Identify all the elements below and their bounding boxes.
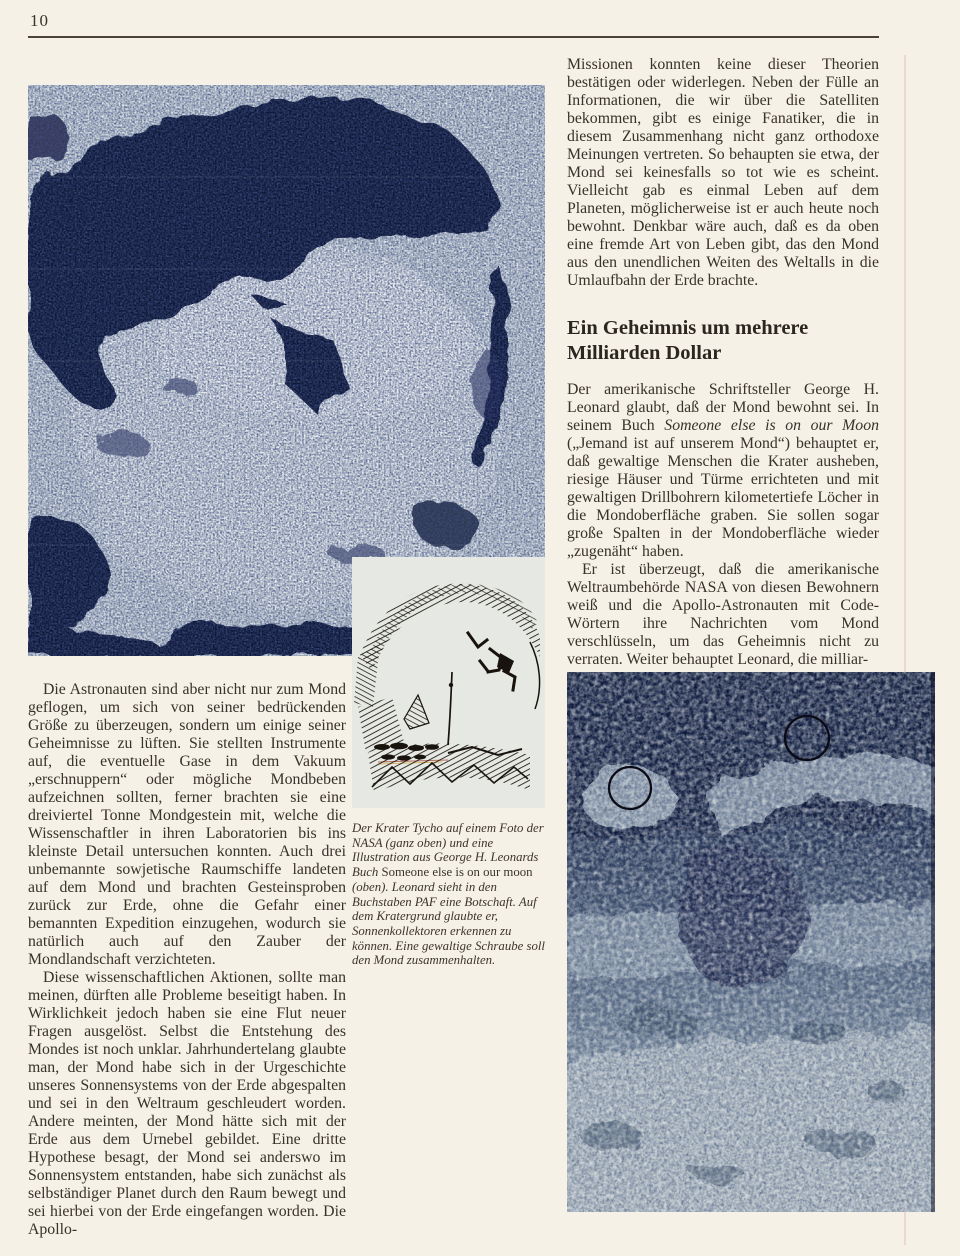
- caption-book-title: Someone else is on our moon: [381, 865, 533, 880]
- caption-text-italic-2: (oben). Leonard sieht in den Buchstaben PAF eine Botschaft. Auf dem Kratergrund glaubte er, Sonnenkollektoren erkennen zu können. Eine gewaltige Schraube soll den Mond zusammenhalten.: [352, 879, 545, 968]
- section-heading-line1: Ein Geheimnis um mehrere: [567, 317, 809, 339]
- section-heading-line2: Milliarden Dollar: [567, 342, 722, 364]
- right-paragraph-2-text-cont: („Jemand ist auf unserem Mond“) behauptet er, daß gewaltige Menschen die Krater ausheben, riesige Häuser und Türme errichteten und mit gewaltigen Drillbohrern kilometertiefe Löcher in die Mondoberfläche graben. Sie sollen sogar große Spalten in der Mondoberfläche wieder „zugenäht“ haben.: [567, 435, 879, 560]
- right-paragraph-2-text: Der amerikanische Schriftsteller George H. Leonard glaubt, daß der Mond bewohnt sei. In seinem Buch: [567, 381, 879, 434]
- page-number: 10: [30, 11, 49, 30]
- right-paragraph-3: Er ist überzeugt, daß die amerikanische Weltraumbehörde NASA von diesen Bewohnern weiß und die Apollo-Astronauten mit Code-Wörtern ihre Nachrichten vom Mond verschlüsseln, um das Geheimnis nicht zu verraten. Weiter behauptet Leonard, die milliar-: [567, 561, 879, 668]
- caption-text-italic-1: Der Krater Tycho auf einem Foto der NASA (ganz oben) und eine Illustration aus George H. Leonards Buch: [352, 821, 544, 880]
- moon-surface-annotated-photo: [567, 672, 935, 1212]
- right-paragraph-1: Missionen konnten keine dieser Theorien bestätigen oder widerlegen. Neben der Fülle an Informationen, die wir über die Satelliten bekommen, gibt es einige Fanatiker, die in diesem Zusammenhang nicht ganz orthodoxe Meinungen vertreten. So behaupten sie etwa, der Mond sei keinesfalls so tot wie es scheint. Vielleicht gab es einmal Leben auf dem Planeten, möglicherweise ist er auch heute noch bewohnt. Denkbar wäre auch, daß es da oben eine fremde Art von Leben gibt, das den Mond aus den unendlichen Weiten des Weltalls in die Umlaufbahn der Erde brachte.: [567, 56, 879, 289]
- left-paragraph-1: Die Astronauten sind aber nicht nur zum Mond geflogen, um sich von seiner bedrückenden Größe zu überzeugen, sondern um einige seiner Geheimnisse zu lüften. Sie stellten Instrumente auf, die eventuelle Gase in dem Vakuum „erschnuppern“ oder mögliche Mondbeben aufzeichnen sollten, ferner brachten sie eine dreiviertel Tonne Mondgestein mit, welche die Wissenschaftler in ihren Laboratorien bis ins kleinste Detail untersuchen konnten. Auch drei unbemannte sowjetische Raumschiffe landeten auf dem Mond und brachten Gesteinsproben zurück zur Erde, ohne die Gefahr einer bemannten Expedition einzugehen, wodurch sie natürlich auch auf den Zauber der Mondlandschaft verzichteten.: [28, 681, 346, 968]
- section-heading: [567, 316, 879, 366]
- photo-caption: [352, 821, 550, 968]
- right-paragraph-2: [567, 381, 879, 561]
- right-text-column: [567, 56, 879, 669]
- left-paragraph-2: Diese wissenschaftlichen Aktionen, sollte man meinen, dürften alle Probleme beseitigt haben. In Wirklichkeit jedoch haben sie eine Flut neuer Fragen ausgelöst. Selbst die Entstehung des Mondes ist noch unklar. Jahrhundertelang glaubte man, der Mond habe sich in der Urgeschichte unseres Sonnensystems von der Erde abgespalten und sei in den Weltraum geschleudert worden. Andere meinten, der Mond hätte sich mit der Erde aus dem Urnebel gebildet. Eine dritte Hypothese besagt, der Mond sei anderswo im Sonnensystem entstanden, habe sich zunächst als selbständiger Planet durch den Raum bewegt und sei hierbei von der Erde eingefangen worden. Die Apollo-: [28, 969, 346, 1238]
- book-title-italic: Someone else is on our Moon: [664, 417, 879, 434]
- leonard-book-crater-illustration: [352, 557, 545, 808]
- header-rule: [28, 36, 879, 38]
- left-text-column: [28, 681, 346, 1239]
